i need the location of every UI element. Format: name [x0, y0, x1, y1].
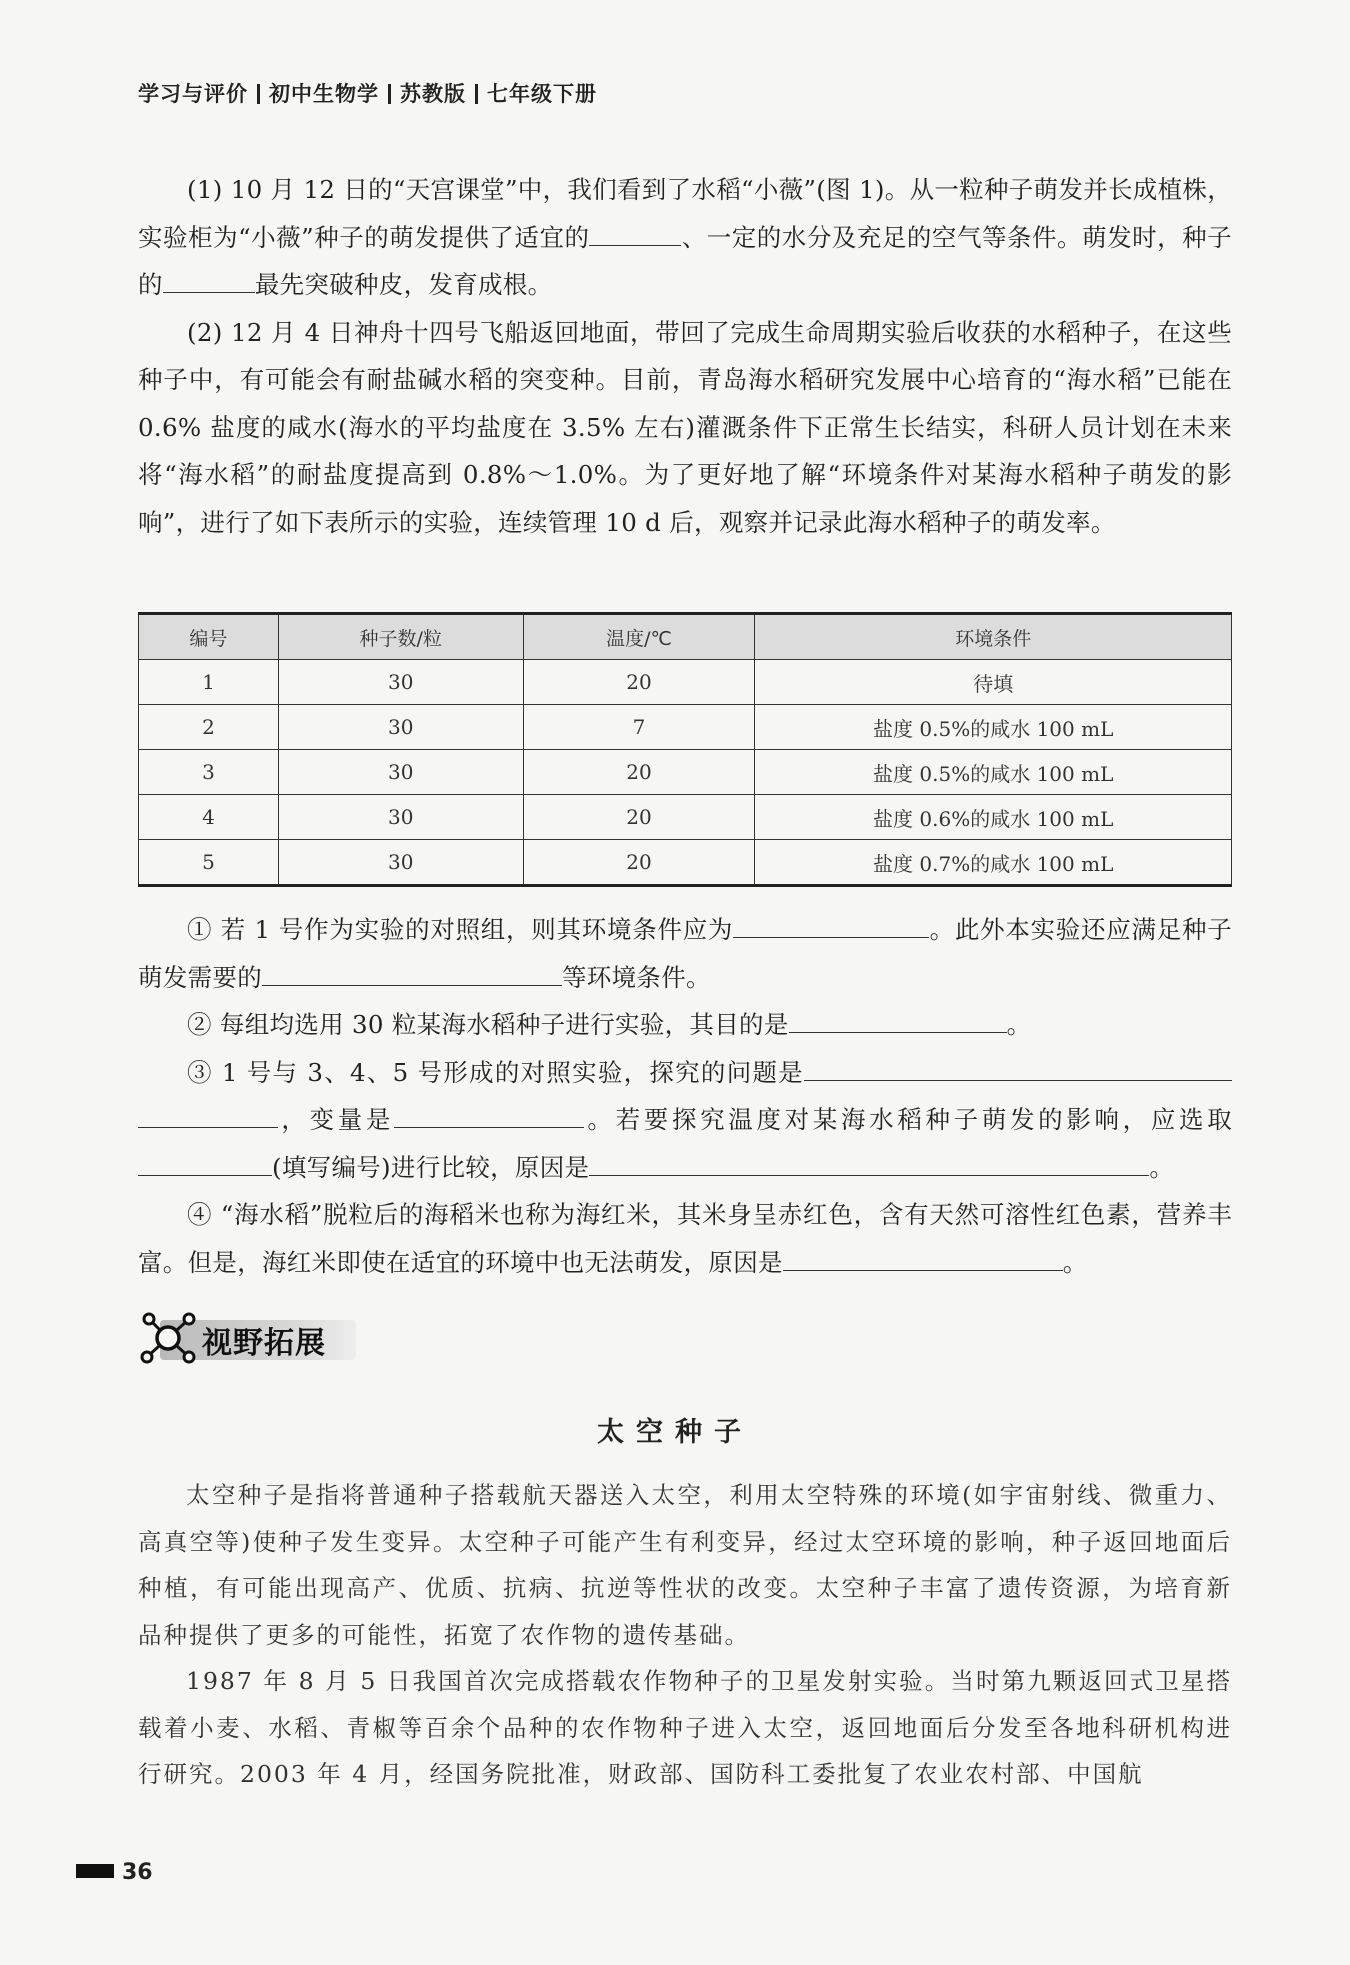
table-row: [139, 795, 1232, 840]
sub2-text-b: 。: [1006, 1010, 1032, 1039]
question-2: (2) 12 月 4 日神舟十四号飞船返回地面，带回了完成生命周期实验后收获的水稻种子，在这些种子中，有可能会有耐盐碱水稻的突变种。目前，青岛海水稻研究发展中心培育的“海水稻”已能在 0.6% 盐度的咸水(海水的平均盐度在 3.5% 左右)灌溉条件下正常生长结实，科研人员计划在未来将“海水稻”的耐盐度提高到 0.8%～1.0%。为了更好地了解“环境条件对某海水稻种子萌发的影响”，进行了如下表所示的实验，连续管理 10 d 后，观察并记录此海水稻种子的萌发率。: [138, 317, 1232, 537]
table-cell: 30: [278, 705, 523, 750]
article-body: [138, 1472, 1232, 1798]
table-cell: 盐度 0.5%的咸水 100 mL: [755, 705, 1232, 750]
table-header-cell: 编号: [139, 614, 279, 660]
q1-blank-2[interactable]: [163, 262, 255, 293]
page-number: 36: [122, 1860, 153, 1885]
table-header-cell: 温度/℃: [523, 614, 755, 660]
q1-text-b: 、一定的水分及充足的空气等条件。萌发时，种子的: [138, 222, 1232, 299]
sub-question-4: [138, 1191, 1232, 1286]
sub3-text-a: ③ 1 号与 3、4、5 号形成的对照实验，探究的问题是: [187, 1057, 804, 1087]
sub1-text-c: 等环境条件。: [562, 962, 711, 992]
sub-questions: [138, 906, 1232, 1286]
table-cell: 1: [139, 660, 279, 705]
table-cell: 30: [278, 750, 523, 795]
sub-question-1: [138, 906, 1232, 1001]
table-row: [139, 660, 1232, 705]
table-cell: 待填: [755, 660, 1232, 705]
experiment-table: [138, 612, 1232, 887]
sub3-text-e: 。: [1149, 1152, 1175, 1182]
molecule-icon: [138, 1306, 198, 1366]
question-intro: [138, 166, 1232, 546]
header-grade: 七年级下册: [487, 82, 597, 106]
q1-blank-1[interactable]: [589, 215, 681, 246]
table-cell: 5: [139, 840, 279, 886]
sub-question-2: [138, 1001, 1232, 1049]
table-cell: 20: [523, 660, 755, 705]
question-1: [138, 166, 1232, 309]
page-footer: [76, 1860, 153, 1885]
sub4-blank[interactable]: [783, 1240, 1063, 1271]
table-cell: 30: [278, 795, 523, 840]
q1-text-c: 最先突破种皮，发育成根。: [254, 270, 553, 299]
q1-text-a: (1) 10 月 12 日的“天宫课堂”中，我们看到了水稻“小薇”(图 1)。从一粒种子萌发并长成植株，实验柜为“小薇”种子的萌发提供了适宜的: [138, 175, 1232, 252]
section-banner: [138, 1306, 368, 1364]
table-cell: 3: [139, 750, 279, 795]
sub3-text-c: 。若要探究温度对某海水稻种子萌发的影响，应选取: [584, 1105, 1232, 1134]
article-title: 太空种子: [597, 1417, 753, 1448]
sub3-text-d: (填写编号)进行比较，原因是: [272, 1152, 590, 1182]
header-series: 学习与评价: [138, 82, 248, 106]
sub-question-3: [138, 1049, 1232, 1192]
table-cell: 盐度 0.6%的咸水 100 mL: [755, 795, 1232, 840]
table-cell: 20: [523, 750, 755, 795]
section-title: 视野拓展: [202, 1326, 326, 1361]
table-header-cell: 环境条件: [755, 614, 1232, 660]
header-edition: 苏教版: [400, 82, 466, 106]
sub2-text-a: ② 每组均选用 30 粒某海水稻种子进行实验，其目的是: [187, 1010, 789, 1039]
table-cell: 7: [523, 705, 755, 750]
sub4-text-b: 。: [1062, 1247, 1088, 1277]
sub3-blank-4[interactable]: [589, 1145, 1149, 1176]
table-row: [139, 750, 1232, 795]
sub3-blank-3[interactable]: [138, 1145, 272, 1176]
sub3-text-b: ，变量是: [278, 1105, 395, 1134]
header-separator: [257, 84, 260, 104]
header-separator: [475, 84, 478, 104]
header-separator: [388, 84, 391, 104]
sub1-text-a: ① 若 1 号作为实验的对照组，则其环境条件应为: [187, 915, 734, 944]
table-cell: 盐度 0.5%的咸水 100 mL: [755, 750, 1232, 795]
table-header-cell: 种子数/粒: [278, 614, 523, 660]
sub1-blank-1[interactable]: [733, 907, 929, 938]
article-paragraph-2: 1987 年 8 月 5 日我国首次完成搭载农作物种子的卫星发射实验。当时第九颗返回式卫星搭载着小麦、水稻、青椒等百余个品种的农作物种子进入太空，返回地面后分发至各地科研机构进行研究。2003 年 4 月，经国务院批准，财政部、国防科工委批复了农业农村部、中国航: [138, 1667, 1232, 1788]
table-cell: 2: [139, 705, 279, 750]
sub1-blank-2[interactable]: [262, 955, 562, 986]
table-cell: 20: [523, 795, 755, 840]
sub3-blank-2[interactable]: [394, 1097, 584, 1128]
table-row: [139, 705, 1232, 750]
article-paragraph-1: 太空种子是指将普通种子搭载航天器送入太空，利用太空特殊的环境(如宇宙射线、微重力、高真空等)使种子发生变异。太空种子可能产生有利变异，经过太空环境的影响，种子返回地面后种植，有可能出现高产、优质、抗病、抗逆等性状的改变。太空种子丰富了遗传资源，为培育新品种提供了更多的可能性，拓宽了农作物的遗传基础。: [138, 1481, 1232, 1649]
sub3-blank-1a[interactable]: [804, 1050, 1232, 1081]
table-row: [139, 840, 1232, 886]
table-header-row: [139, 614, 1232, 660]
sub2-blank[interactable]: [789, 1002, 1007, 1033]
table-cell: 30: [278, 840, 523, 886]
table-cell: 30: [278, 660, 523, 705]
sub1-text-b: 。此外本实验还应满足种子萌发需要的: [138, 915, 1232, 992]
page-header: [138, 78, 597, 108]
sub4-text-a: ④ “海水稻”脱粒后的海稻米也称为海红米，其米身呈赤红色，含有天然可溶性红色素，营养丰富。但是，海红米即使在适宜的环境中也无法萌发，原因是: [138, 1200, 1232, 1277]
table-cell: 20: [523, 840, 755, 886]
table-cell: 4: [139, 795, 279, 840]
sub3-blank-1b[interactable]: [138, 1097, 278, 1128]
footer-bar: [76, 1864, 114, 1878]
header-subject: 初中生物学: [269, 82, 379, 106]
table-cell: 盐度 0.7%的咸水 100 mL: [755, 840, 1232, 886]
